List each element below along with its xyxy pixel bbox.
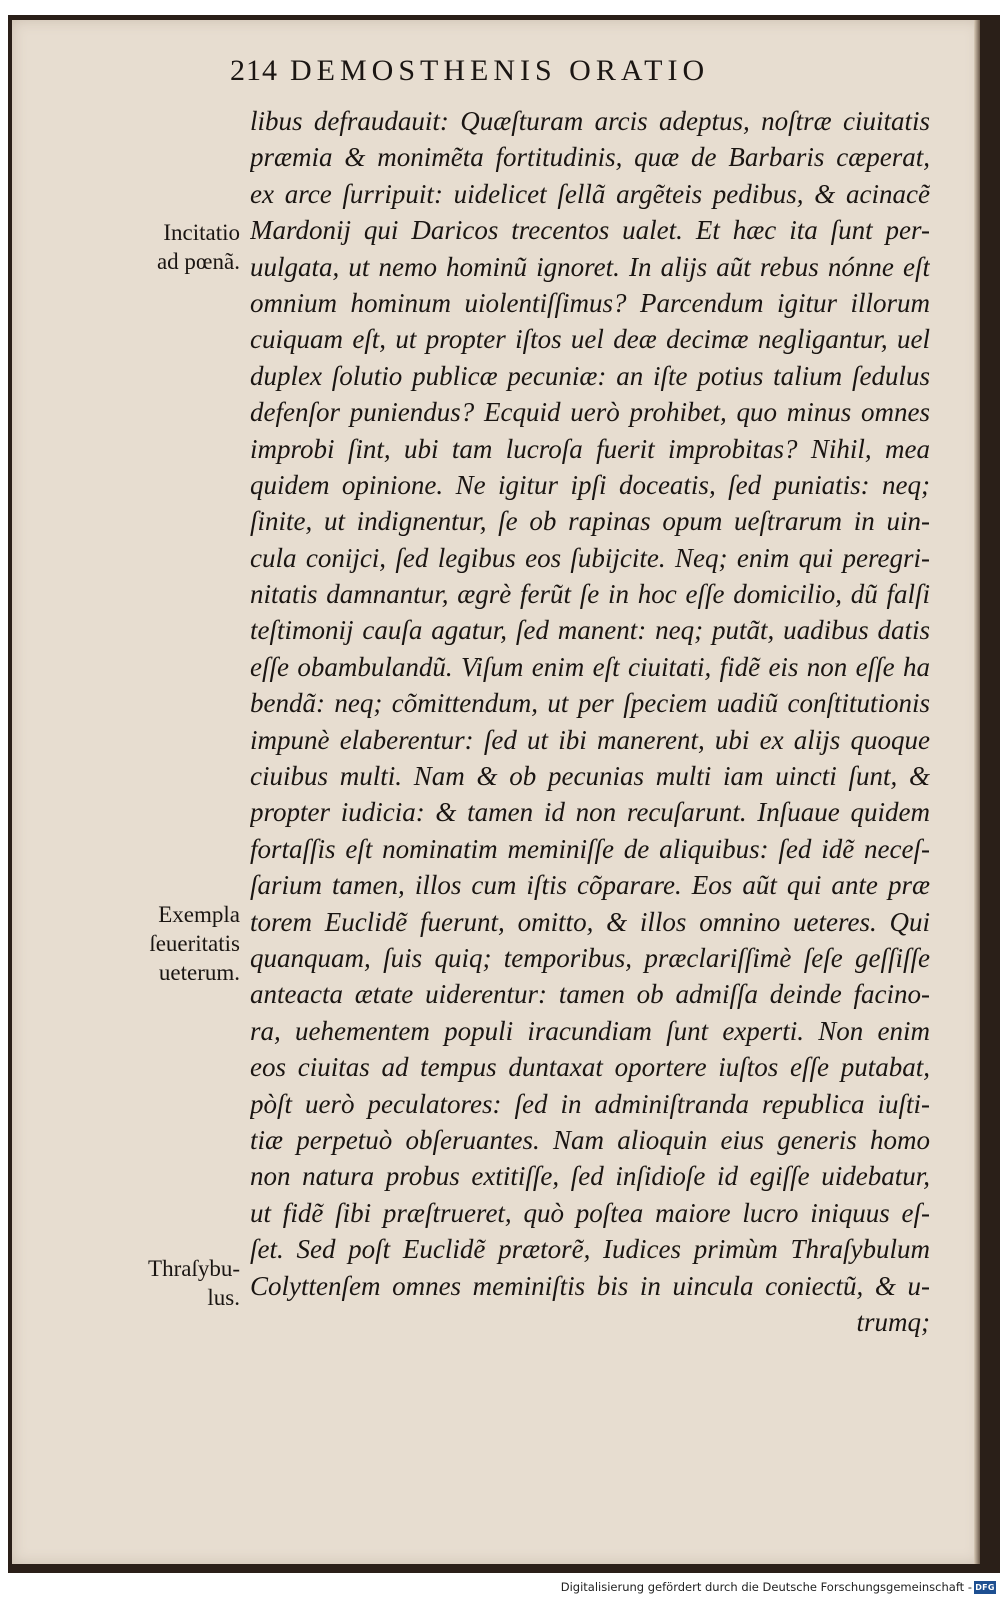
margin-note-line: lus. (207, 1285, 240, 1310)
text-line: quanquam, ſuis quiq; temporibus, præclariſſimè ſeſe geſſiſſe (250, 942, 930, 973)
text-line: pòſt uerò peculatores: ſed in adminiſtranda republica iuſti- (250, 1088, 930, 1119)
text-line: fortaſſis eſt nominatim meminiſſe de aliquibus: ſed idẽ neceſ- (250, 833, 930, 864)
dfg-logo: DFG (975, 1583, 995, 1592)
margin-note-line: Thraſybu- (148, 1256, 240, 1281)
text-line: eos ciuitas ad tempus duntaxat oportere iuſtos eſſe putabat, (250, 1052, 930, 1083)
margin-note-exempla (110, 900, 240, 987)
margin-note-line: ad pœnã. (156, 249, 240, 274)
text-line: teſtimonij cauſa agatur, ſed manent: neq; putãt, uadibus datis (250, 615, 930, 646)
text-line: ra, uehementem populi iracundiam ſunt experti. Non enim (250, 1015, 930, 1046)
text-line: Colyttenſem omnes meminiſtis bis in uincula coniectũ, & u- (250, 1270, 930, 1301)
digitization-footer (0, 1577, 1000, 1600)
text-line: præmia & monimẽta fortitudinis, quæ de Barbaris cæperat, (250, 142, 930, 173)
text-line: bendã: neq; cõmittendum, ut per ſpeciem uadiũ conſtitutionis (250, 688, 930, 719)
main-text-block (250, 103, 930, 1340)
margin-note-line: ueterum. (158, 960, 240, 985)
text-line: ut fidẽ ſibi præſtrueret, quò poſtea maiore lucro iniquus eſ- (250, 1197, 930, 1228)
funding-credit: Digitalisierung gefördert durch die Deutsche Forschungsgemeinschaft - (560, 1580, 972, 1594)
text-line: improbi ſint, ubi tam lucroſa fuerit improbitas? Nihil, mea (250, 433, 930, 464)
text-line: ex arce ſurripuit: uidelicet ſellã argẽteis pedibus, & acinacẽ (250, 178, 930, 209)
text-line: tiæ perpetuò obſeruantes. Nam alioquin eius generis homo (250, 1124, 930, 1155)
text-line: anteacta ætate uiderentur: tamen ob admiſſa deinde facino- (250, 979, 930, 1010)
text-line: defenſor puniendus? Ecquid uerò prohibet, quo minus omnes (250, 397, 930, 428)
text-line: uulgata, ut nemo hominũ ignoret. In alijs aũt rebus nónne eſt (250, 251, 930, 282)
margin-note-incitatio (110, 218, 240, 276)
page-number: 214 (230, 54, 278, 87)
text-line: eſſe obambulandũ. Viſum enim eſt ciuitati, fidẽ eis non eſſe ha (250, 651, 930, 682)
margin-note-line: ſeueritatis (149, 931, 240, 956)
text-line: ciuibus multi. Nam & ob pecunias multi iam uincti ſunt, & (250, 761, 930, 792)
text-line: libus defraudauit: Quæſturam arcis adeptus, noſtræ ciuitatis (250, 106, 930, 136)
running-head (230, 54, 830, 94)
text-line: cula conijci, ſed legibus eos ſubijcite. Neq; enim qui peregri- (250, 542, 930, 573)
text-line: ſarium tamen, illos cum iſtis cõparare. Eos aũt qui ante præ (250, 870, 930, 901)
margin-note-line: Exempla (158, 902, 240, 927)
text-line: ſet. Sed poſt Euclidẽ prætorẽ, Iudices primùm Thraſybulum (250, 1234, 930, 1265)
text-line: duplex ſolutio publicæ pecuniæ: an iſte potius talium ſedulus (250, 360, 930, 391)
text-line: ſinite, ut indignentur, ſe ob rapinas opum ueſtrarum in uin- (250, 506, 930, 537)
margin-note-line: Incitatio (163, 220, 240, 245)
text-line: quidem opinione. Ne igitur ipſi doceatis, ſed puniatis: neq; (250, 469, 930, 500)
page-edge-shadow (974, 20, 980, 1564)
catchword: trumq; (856, 1306, 930, 1337)
text-line: impunè elaberentur: ſed ut ibi manerent, ubi ex alijs quoque (250, 724, 930, 755)
text-line: omnium hominum uiolentiſſimus? Parcendum igitur illorum (250, 287, 930, 318)
text-line: torem Euclidẽ fuerunt, omitto, & illos omnino ueteres. Qui (250, 906, 930, 937)
text-line: Mardonij qui Daricos trecentos ualet. Et hæc ita ſunt per- (250, 215, 930, 246)
margin-note-thrasybulus (110, 1254, 240, 1312)
running-title: DEMOSTHENIS ORATIO (290, 54, 710, 87)
text-line: propter iudicia: & tamen id non recuſarunt. Inſuaue quidem (250, 797, 930, 828)
text-line: non natura probus extitiſſe, ſed inſidioſe id egiſſe uidebatur, (250, 1161, 930, 1192)
text-line: nitatis damnantur, ægrè ferũt ſe in hoc eſſe domicilio, dũ falſi (250, 579, 930, 610)
text-line: cuiquam eſt, ut propter iſtos uel deæ decimæ negligantur, uel (250, 324, 930, 355)
